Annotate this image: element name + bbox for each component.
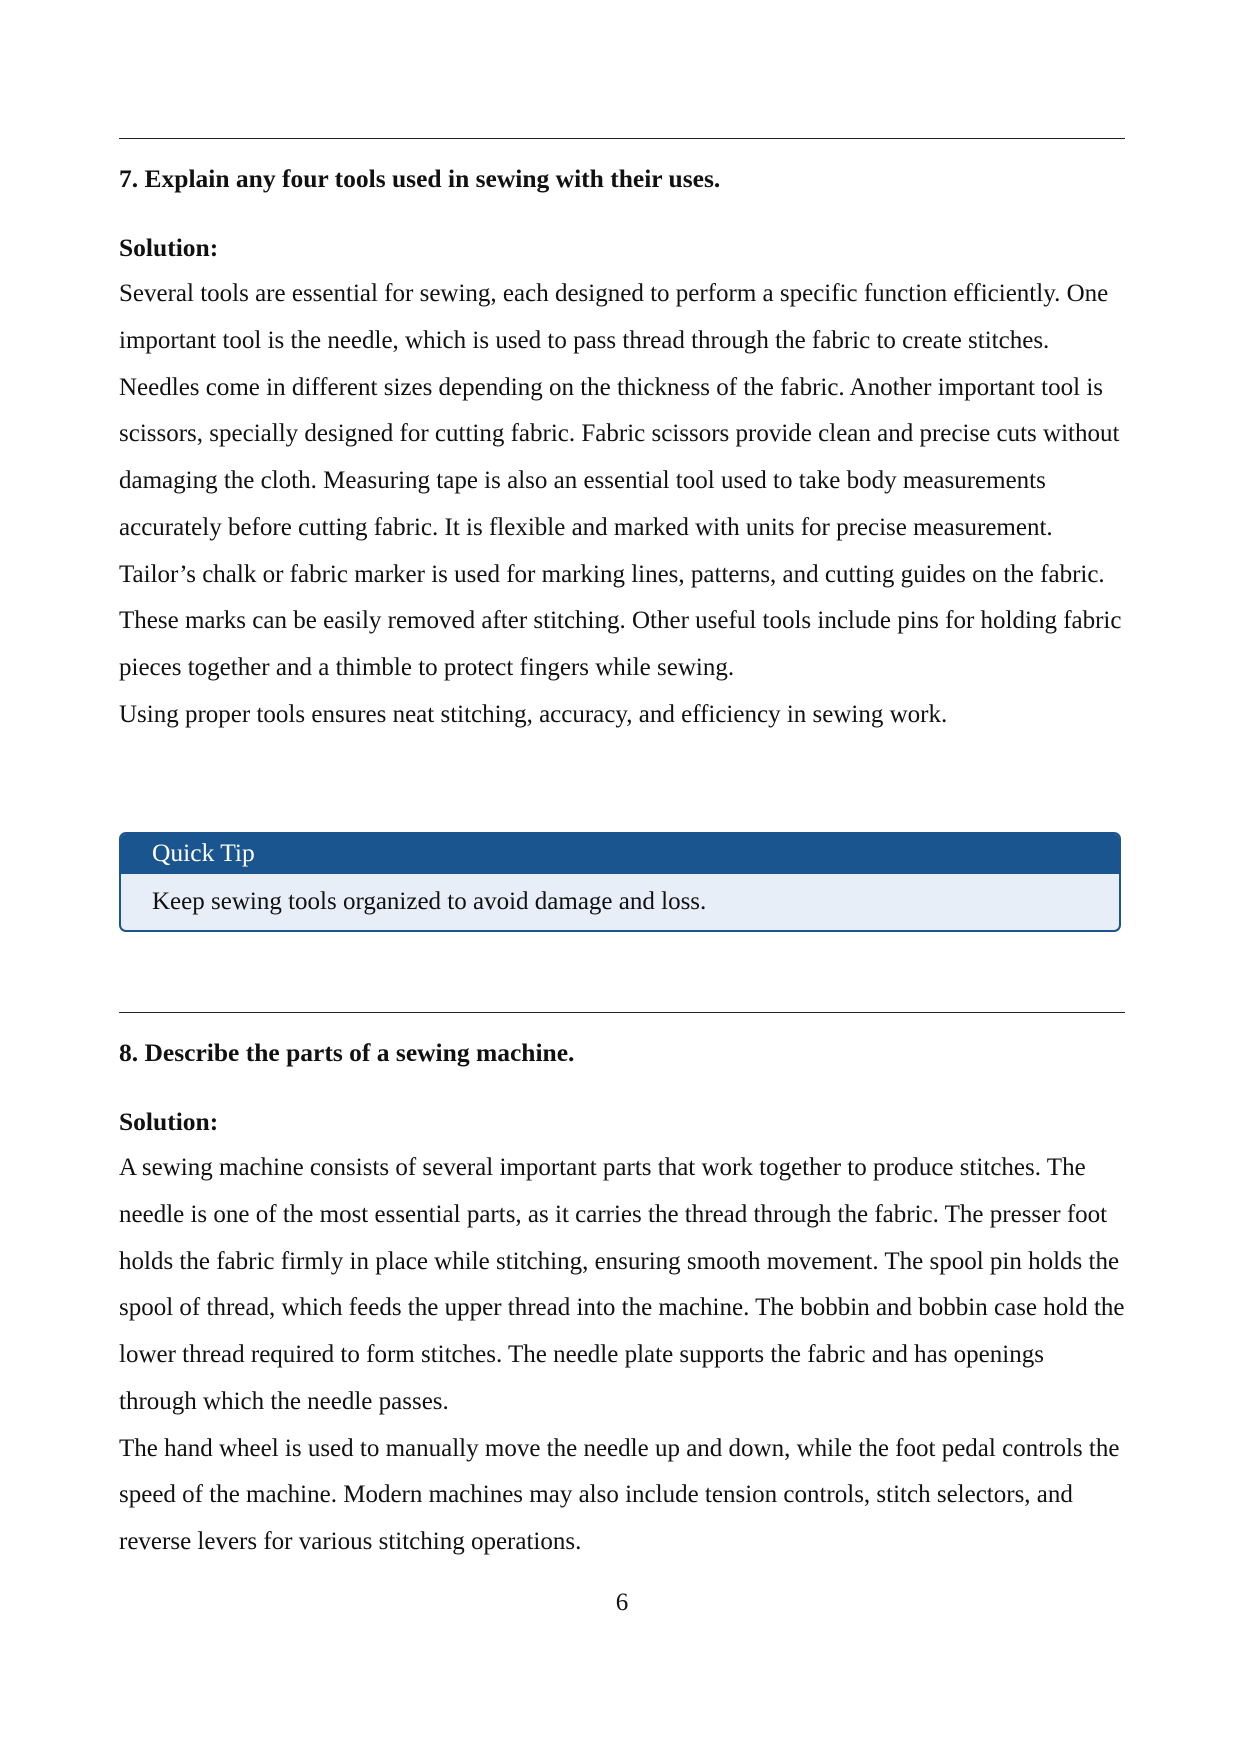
quick-tip-title: Quick Tip bbox=[121, 834, 1119, 874]
document-page bbox=[119, 0, 1125, 1754]
solution-7-paragraph-3: Using proper tools ensures neat stitching, accuracy, and efficiency in sewing work. bbox=[119, 700, 948, 728]
solution-8-body bbox=[119, 1145, 1125, 1566]
solution-7-body bbox=[119, 271, 1125, 739]
solution-label: Solution: bbox=[119, 1107, 219, 1136]
section-divider bbox=[119, 1012, 1125, 1013]
solution-8-paragraph-2: The hand wheel is used to manually move the needle up and down, while the foot pedal controls the speed of the machine. Modern machines may also include tension controls, stitch selectors, and reverse levers for various stitching operations. bbox=[119, 1434, 1120, 1555]
question-8-heading: 8. Describe the parts of a sewing machine. bbox=[119, 1038, 575, 1067]
section-divider bbox=[119, 138, 1125, 139]
solution-8-paragraph-1: A sewing machine consists of several important parts that work together to produce stitches. The needle is one of the most essential parts, as it carries the thread through the fabric. The presser foot holds the fabric firmly in place while stitching, ensuring smooth movement. The spool pin holds the spool of thread, which feeds the upper thread into the machine. The bobbin and bobbin case hold the lower thread required to form stitches. The needle plate supports the fabric and has openings through which the needle passes. bbox=[119, 1154, 1125, 1415]
solution-7-paragraph-2: Tailor’s chalk or fabric marker is used for marking lines, patterns, and cutting guides on the fabric. These marks can be easily removed after stitching. Other useful tools include pins for holding fabric pieces together and a thimble to protect fingers while sewing. bbox=[119, 560, 1122, 681]
quick-tip-box bbox=[119, 832, 1121, 932]
solution-label: Solution: bbox=[119, 233, 219, 262]
page-number: 6 bbox=[615, 1589, 629, 1616]
solution-7-paragraph-1: Several tools are essential for sewing, each designed to perform a specific function efficiently. One important tool is the needle, which is used to pass thread through the fabric to create stitches. Needles come in different sizes depending on the thickness of the fabric. Another important tool is scissors, specially designed for cutting fabric. Fabric scissors provide clean and precise cuts without damaging the cloth. Measuring tape is also an essential tool used to take body measurements accurately before cutting fabric. It is flexible and marked with units for precise measurement. bbox=[119, 280, 1120, 541]
question-7-heading: 7. Explain any four tools used in sewing with their uses. bbox=[119, 164, 721, 193]
quick-tip-text: Keep sewing tools organized to avoid damage and loss. bbox=[152, 888, 707, 915]
